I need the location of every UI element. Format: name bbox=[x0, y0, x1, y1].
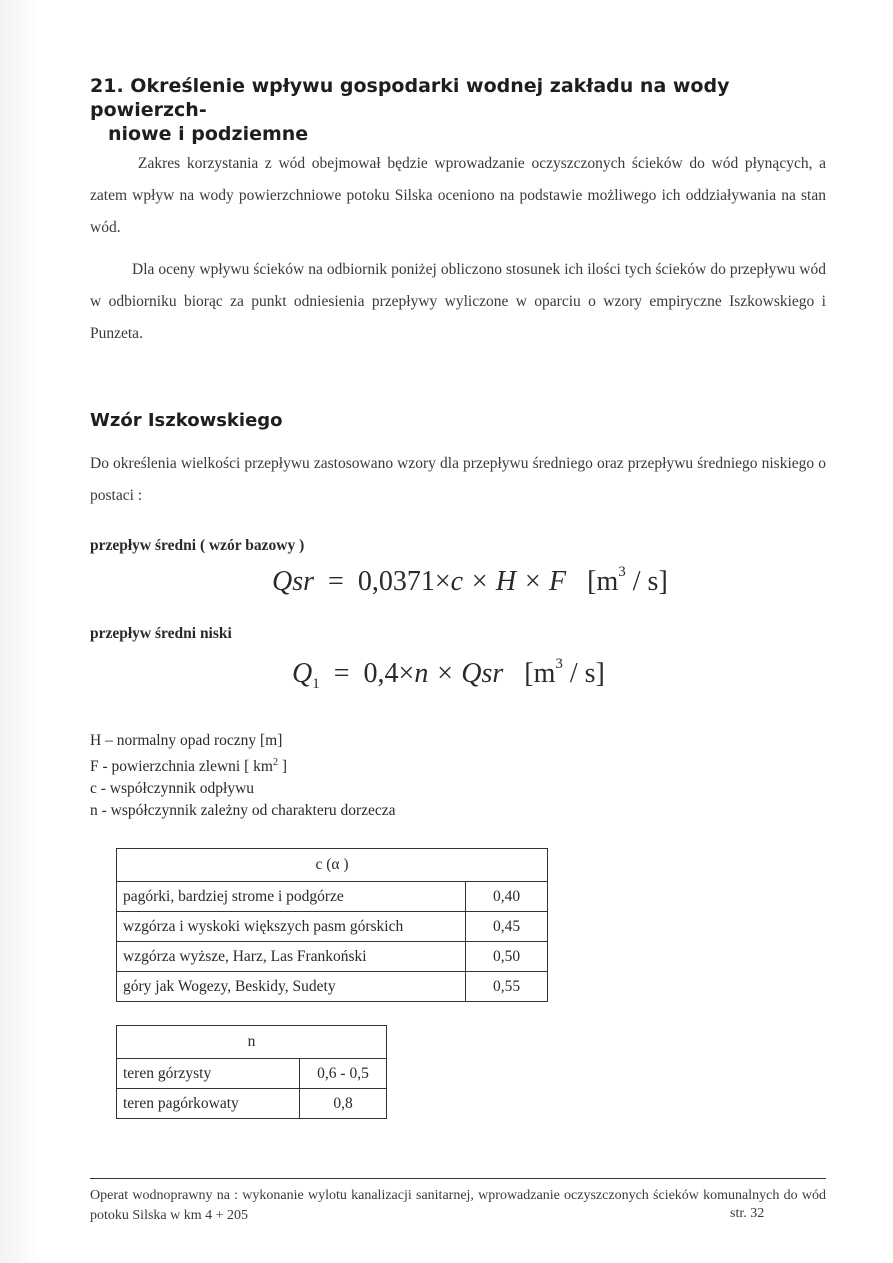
paragraph-2: Dla oceny wpływu ścieków na odbiornik poniżej obliczono stosunek ich ilości tych ścieków do przepływu wód w odbiorniku biorąc za punkt odniesienia przepływy wyliczone w oparciu o wzory empiryczne Iszkowskiego i Punzeta. bbox=[90, 261, 826, 342]
table-n-coefficients bbox=[116, 1025, 387, 1119]
table-row: teren pagórkowaty 0,8 bbox=[117, 1089, 387, 1119]
paragraph-1: Zakres korzystania z wód obejmował będzie wprowadzanie oczyszczonych ścieków do wód płynących, a zatem wpływ na wody powierzchniowe potoku Silska oceniono na podstawie możliwego ich oddziaływania na stan wód. bbox=[90, 155, 826, 236]
footer-rule bbox=[90, 1178, 826, 1179]
low-unit-open: [m bbox=[524, 658, 556, 689]
low-unit-exp: 3 bbox=[555, 656, 563, 672]
section-title-line2: niowe i podziemne bbox=[108, 123, 309, 145]
table-row: wzgórza wyższe, Harz, Las Frankoński 0,50 bbox=[117, 942, 548, 972]
mean-unit-close: / s] bbox=[625, 566, 668, 597]
table-n-header: n bbox=[117, 1026, 387, 1059]
mean-coef: 0,0371× bbox=[357, 566, 451, 597]
section-heading bbox=[90, 74, 830, 146]
mean-unit-exp: 3 bbox=[618, 564, 626, 580]
subsection-title: Wzór Iszkowskiego bbox=[90, 410, 283, 431]
table-row: góry jak Wogezy, Beskidy, Sudety 0,55 bbox=[117, 972, 548, 1002]
def-c: c - współczynnik odpływu bbox=[90, 780, 255, 798]
table-c-coefficients bbox=[116, 848, 548, 1002]
section-number: 21. bbox=[90, 75, 124, 97]
table-row: pagórki, bardziej strome i podgórze 0,40 bbox=[117, 882, 548, 912]
low-unit-close: / s] bbox=[562, 658, 605, 689]
low-coef: 0,4× bbox=[363, 658, 415, 689]
scan-margin bbox=[0, 0, 40, 1263]
def-f: F - powierzchnia zlewni [ $km^2$ ] bbox=[90, 757, 287, 776]
variable-definitions bbox=[90, 730, 396, 822]
mean-lhs: Qsr bbox=[272, 566, 315, 597]
mean-eq: = bbox=[328, 566, 344, 597]
low-lhs-sub: 1 bbox=[312, 676, 320, 692]
low-lhs: Q bbox=[292, 658, 313, 689]
mean-flow-formula bbox=[272, 564, 668, 598]
section-title-line1: Określenie wpływu gospodarki wodnej zakładu na wody powierzch- bbox=[90, 75, 730, 121]
mean-vars: c × H × F bbox=[450, 566, 567, 597]
page-number: str. 32 bbox=[730, 1206, 765, 1221]
table-row: teren górzysty 0,6 - 0,5 bbox=[117, 1059, 387, 1089]
low-vars: n × Qsr bbox=[414, 658, 504, 689]
mean-unit-open: [m bbox=[587, 566, 619, 597]
table-c-header: c (α ) bbox=[117, 849, 548, 882]
def-n: n - współczynnik zależny od charakteru dorzecza bbox=[90, 802, 396, 820]
low-eq: = bbox=[333, 658, 350, 689]
mean-flow-label: przepływ średni ( wzór bazowy ) bbox=[90, 537, 305, 554]
footer-text: Operat wodnoprawny na : wykonanie wylotu kanalizacji sanitarnej, wprowadzanie oczyszczonych ścieków komunalnych do wód potoku Silska w km 4 + 205 bbox=[90, 1188, 826, 1223]
low-flow-formula bbox=[292, 656, 605, 693]
subsection-intro: Do określenia wielkości przepływu zastosowano wzory dla przepływu średniego oraz przepływu średniego niskiego o postaci : bbox=[90, 455, 826, 504]
def-h: H – normalny opad roczny [m] bbox=[90, 732, 283, 749]
table-row: wzgórza i wyskoki większych pasm górskich 0,45 bbox=[117, 912, 548, 942]
low-flow-label: przepływ średni niski bbox=[90, 625, 232, 642]
